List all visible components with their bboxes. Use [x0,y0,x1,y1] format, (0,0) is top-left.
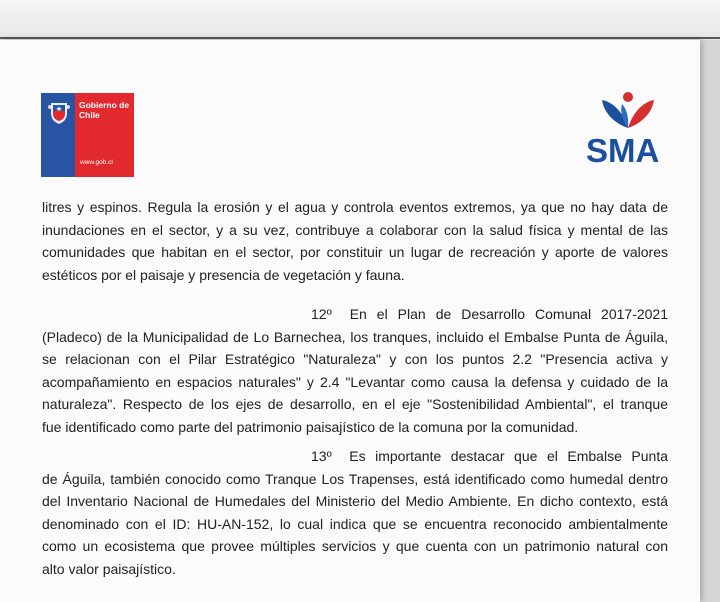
paragraph-1 [42,196,668,286]
gobierno-logo-name: Gobierno de Chile [79,100,130,120]
text-segment: En el Plan de Desarrollo Comunal 2017-2021 [349,306,669,322]
text-line: acompañamiento en espacios naturales" y 2.4 "Levantar como causa la defensa y cuidado de la [42,373,668,390]
text-line: del Inventario Nacional de Humedales del Ministerio del Medio Ambiente. En dicho contexto, está [42,493,668,509]
text-segment: Es importante destacar que el Embalse Punta [349,448,668,464]
logo-blue-band [41,93,75,177]
text-line: (Pladeco) de la Municipalidad de Lo Barnechea, los tranques, incluido el Embalse Punta de Águila, [42,328,668,345]
text-line-first [42,445,668,468]
text-line: como un ecosistema que provee múltiples servicios y que cuenta con un patrimonio natural con [42,538,668,554]
sma-logo [584,90,674,170]
text-line: de Águila, también conocido como Tranque Los Trapenses, está identificado como humedal dentro [42,470,668,487]
paragraph-12 [42,303,668,438]
text-line: fue identificado como parte del patrimonio paisajístico de la comuna por la comunidad. [42,418,579,435]
sma-logo-text: SMA [586,132,660,169]
top-rule [0,37,720,39]
coat-of-arms-icon [47,99,71,125]
gobierno-logo-url: www.gob.cl [80,159,113,166]
paragraph-number: 13º [311,448,332,464]
text-line: inundaciones en el sector, y a su vez, contribuye a colaborar con la salud física y mental de las [42,221,668,238]
text-line: litres y espinos. Regula la erosión y el agua y controla eventos extremos, ya que no hay data de [42,199,668,215]
text-line: denominado con el ID: HU-AN-152, lo cual indica que se encuentra reconocido ambientalmente [42,515,668,532]
gobierno-de-chile-logo [41,93,134,177]
text-line: estéticos por el paisaje y presencia de vegetación y fauna. [42,266,405,283]
text-line: alto valor paisajístico. [42,560,176,577]
text-line-first [42,303,668,326]
text-line: naturaleza". Respecto de los ejes de desarrollo, en el eje "Sostenibilidad Ambiental", el tranque [42,396,668,412]
right-margin [700,40,720,602]
paragraph-number: 12º [311,306,332,322]
text-line: comunidades que habitan en el sector, por constituir un lugar de recreación y aporte de valores [42,244,668,260]
cut-off-next-line [325,596,635,602]
sma-emblem-icon [598,90,658,130]
paragraph-13 [42,445,668,580]
logo-red-band [75,93,134,177]
text-line: se relacionan con el Pilar Estratégico "Naturaleza" y con los puntos 2.2 "Presencia activa y [42,351,668,367]
top-strip [0,0,720,40]
